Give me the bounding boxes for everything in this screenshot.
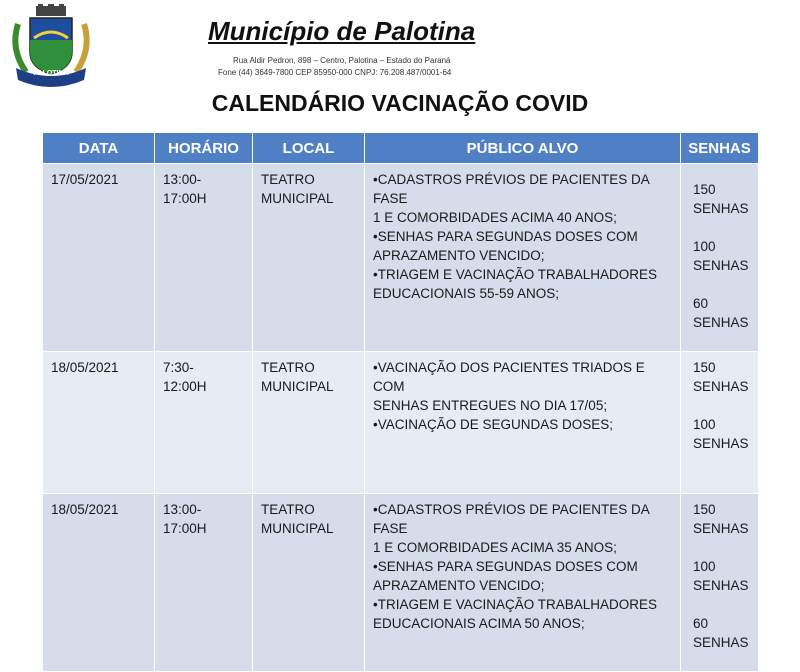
horario-line: 7:30- bbox=[163, 360, 194, 375]
publico-line: •CADASTROS PRÉVIOS DE PACIENTES DA FASE bbox=[373, 502, 650, 536]
header-publico-alvo: PÚBLICO ALVO bbox=[365, 133, 681, 164]
senha-count: 100 SENHAS bbox=[693, 559, 749, 593]
cell-senhas bbox=[681, 352, 759, 494]
cell-local bbox=[253, 352, 365, 494]
publico-line: APRAZAMENTO VENCIDO; bbox=[373, 248, 545, 263]
cell-data: 17/05/2021 bbox=[43, 164, 155, 352]
horario-line: 12:00H bbox=[163, 379, 207, 394]
cell-horario bbox=[155, 164, 253, 352]
cell-senhas bbox=[681, 494, 759, 672]
logo-ribbon-text: PALOTINA bbox=[33, 70, 69, 77]
publico-line: •CADASTROS PRÉVIOS DE PACIENTES DA FASE bbox=[373, 172, 650, 206]
municipality-address: Rua Aldir Pedron, 898 – Centro, Palotina – Estado do Paraná bbox=[233, 56, 451, 65]
cell-senhas bbox=[681, 164, 759, 352]
local-line: TEATRO bbox=[261, 502, 315, 517]
cell-publico-alvo bbox=[365, 352, 681, 494]
senha-count: 60 SENHAS bbox=[693, 616, 749, 650]
vaccination-schedule-table bbox=[42, 132, 759, 672]
cell-horario bbox=[155, 352, 253, 494]
cell-horario bbox=[155, 494, 253, 672]
publico-line: EDUCACIONAIS ACIMA 50 ANOS; bbox=[373, 616, 585, 631]
publico-line: 1 E COMORBIDADES ACIMA 40 ANOS; bbox=[373, 210, 617, 225]
publico-line: •SENHAS PARA SEGUNDAS DOSES COM bbox=[373, 559, 638, 574]
document-title: CALENDÁRIO VACINAÇÃO COVID bbox=[211, 90, 589, 116]
table-row bbox=[43, 494, 759, 672]
municipality-title: Município de Palotina bbox=[208, 16, 476, 46]
publico-line: •TRIAGEM E VACINAÇÃO TRABALHADORES bbox=[373, 597, 658, 612]
senha-count: 150 SENHAS bbox=[693, 360, 749, 394]
cell-data: 18/05/2021 bbox=[43, 494, 155, 672]
local-line: MUNICIPAL bbox=[261, 521, 334, 536]
publico-line: •VACINAÇÃO DE SEGUNDAS DOSES; bbox=[373, 417, 614, 432]
municipality-contact: Fone (44) 3649-7800 CEP 85950-000 CNPJ: 76.208.487/0001-64 bbox=[218, 68, 452, 77]
local-line: MUNICIPAL bbox=[261, 379, 334, 394]
table-row bbox=[43, 164, 759, 352]
publico-line: EDUCACIONAIS 55-59 ANOS; bbox=[373, 286, 560, 301]
publico-line: SENHAS ENTREGUES NO DIA 17/05; bbox=[373, 398, 608, 413]
cell-local bbox=[253, 164, 365, 352]
publico-line: APRAZAMENTO VENCIDO; bbox=[373, 578, 545, 593]
header-data: DATA bbox=[43, 133, 155, 164]
cell-local bbox=[253, 494, 365, 672]
publico-line: •TRIAGEM E VACINAÇÃO TRABALHADORES bbox=[373, 267, 658, 282]
publico-line: 1 E COMORBIDADES ACIMA 35 ANOS; bbox=[373, 540, 617, 555]
local-line: TEATRO bbox=[261, 360, 315, 375]
header-senhas: SENHAS bbox=[681, 133, 759, 164]
publico-line: •VACINAÇÃO DOS PACIENTES TRIADOS E COM bbox=[373, 360, 645, 394]
publico-line: •SENHAS PARA SEGUNDAS DOSES COM bbox=[373, 229, 638, 244]
cell-publico-alvo bbox=[365, 164, 681, 352]
horario-line: 13:00- bbox=[163, 502, 202, 517]
local-line: MUNICIPAL bbox=[261, 191, 334, 206]
table-row bbox=[43, 352, 759, 494]
senha-count: 150 SENHAS bbox=[693, 182, 749, 216]
header-horario: HORÁRIO bbox=[155, 133, 253, 164]
table-header-row bbox=[43, 133, 759, 164]
local-line: TEATRO bbox=[261, 172, 315, 187]
senha-count: 60 SENHAS bbox=[693, 296, 749, 330]
header-local: LOCAL bbox=[253, 133, 365, 164]
senha-count: 100 SENHAS bbox=[693, 239, 749, 273]
cell-publico-alvo bbox=[365, 494, 681, 672]
horario-line: 17:00H bbox=[163, 191, 207, 206]
horario-line: 17:00H bbox=[163, 521, 207, 536]
senha-count: 100 SENHAS bbox=[693, 417, 749, 451]
horario-line: 13:00- bbox=[163, 172, 202, 187]
cell-data: 18/05/2021 bbox=[43, 352, 155, 494]
senha-count: 150 SENHAS bbox=[693, 502, 749, 536]
